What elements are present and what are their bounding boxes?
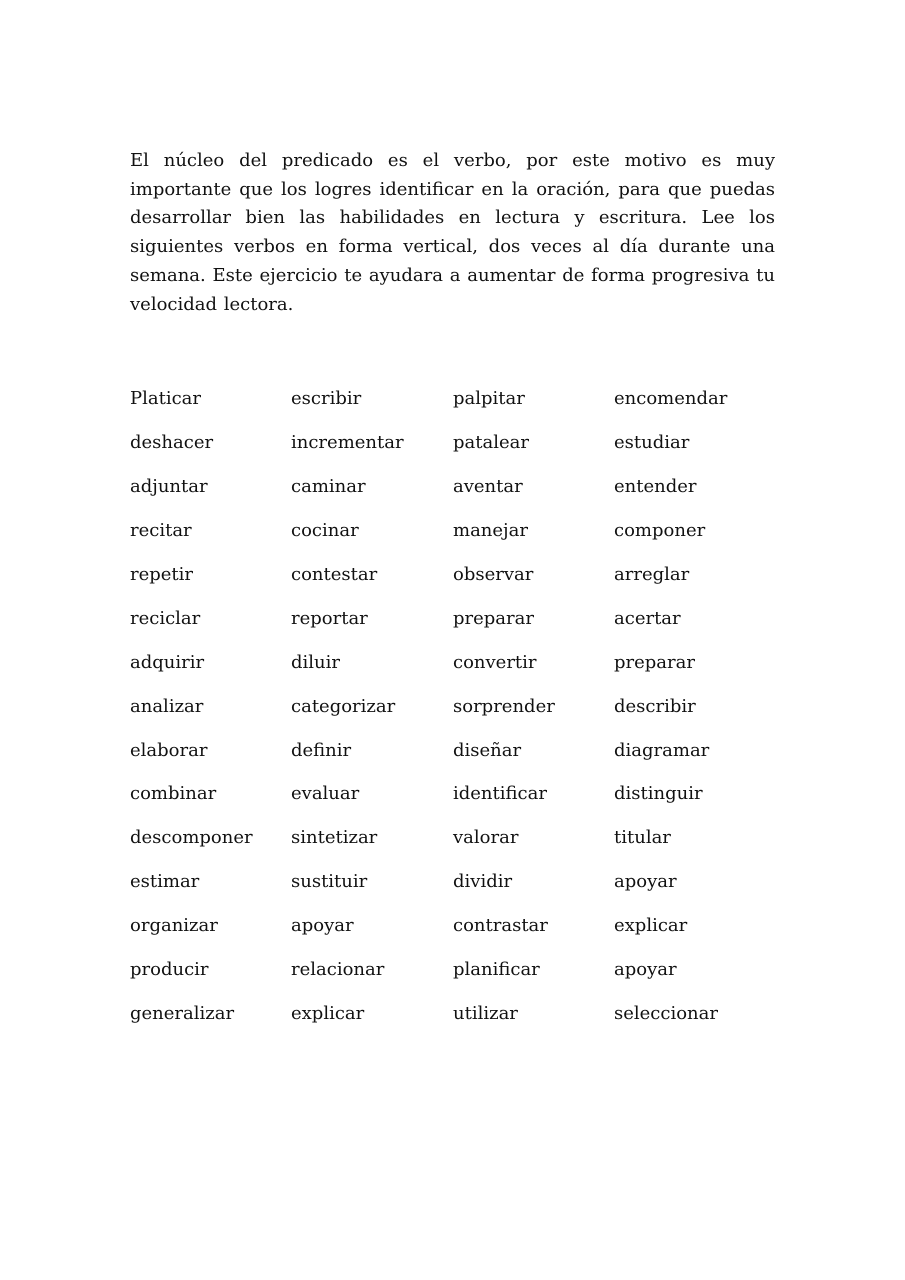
verb-cell: entender xyxy=(614,476,697,498)
verb-cell: adjuntar xyxy=(130,476,208,498)
verb-cell: apoyar xyxy=(291,915,354,937)
verb-cell: preparar xyxy=(453,607,534,629)
verb-cell: incrementar xyxy=(291,432,404,454)
verb-cell: contrastar xyxy=(453,915,548,937)
verb-cell: diseñar xyxy=(453,739,522,761)
verb-cell: titular xyxy=(614,827,671,849)
verb-row xyxy=(130,553,790,597)
verb-cell: diagramar xyxy=(614,739,710,761)
verb-cell: sorprender xyxy=(453,695,555,717)
verb-cell: combinar xyxy=(130,783,217,805)
verb-row xyxy=(130,509,790,553)
verb-row xyxy=(130,991,790,1035)
verb-cell: repetir xyxy=(130,564,194,585)
verb-row xyxy=(130,772,790,816)
verb-cell: generalizar xyxy=(130,1002,235,1024)
verb-cell: sustituir xyxy=(291,871,368,893)
verb-cell: manejar xyxy=(453,520,528,542)
verb-cell: reciclar xyxy=(130,607,201,629)
verb-cell: definir xyxy=(291,739,352,761)
verb-cell: contestar xyxy=(291,564,378,585)
verb-cell: categorizar xyxy=(291,695,396,717)
verb-row xyxy=(130,421,790,465)
verb-row xyxy=(130,948,790,992)
verb-cell: distinguir xyxy=(614,783,703,805)
verb-cell: evaluar xyxy=(291,783,360,805)
verb-cell: estudiar xyxy=(614,432,690,454)
verb-cell: escribir xyxy=(291,388,362,410)
verb-cell: elaborar xyxy=(130,739,208,761)
verb-row xyxy=(130,728,790,772)
verb-cell: relacionar xyxy=(291,959,385,981)
verb-row xyxy=(130,465,790,509)
verb-cell: Platicar xyxy=(130,388,202,410)
verb-cell: identificar xyxy=(453,783,547,805)
verb-cell: patalear xyxy=(453,432,529,454)
verb-table xyxy=(130,377,790,1035)
verb-cell: aventar xyxy=(453,476,523,498)
verb-cell: analizar xyxy=(130,695,204,717)
verb-row xyxy=(130,377,790,421)
verb-cell: organizar xyxy=(130,915,218,937)
verb-cell: producir xyxy=(130,959,209,981)
verb-cell: reportar xyxy=(291,607,368,629)
verb-cell: sintetizar xyxy=(291,827,378,849)
verb-cell: describir xyxy=(614,695,696,717)
verb-row xyxy=(130,904,790,948)
verb-cell: observar xyxy=(453,564,534,585)
verb-cell: cocinar xyxy=(291,520,359,542)
verb-cell: seleccionar xyxy=(614,1002,718,1024)
verb-cell: deshacer xyxy=(130,432,214,454)
verb-cell: descomponer xyxy=(130,827,253,849)
verb-cell: palpitar xyxy=(453,388,525,410)
verb-cell: utilizar xyxy=(453,1002,518,1024)
verb-cell: encomendar xyxy=(614,388,728,410)
verb-cell: diluir xyxy=(291,651,340,673)
verb-row xyxy=(130,596,790,640)
verb-row xyxy=(130,816,790,860)
verb-cell: caminar xyxy=(291,476,366,498)
verb-cell: estimar xyxy=(130,871,200,893)
verb-row xyxy=(130,640,790,684)
verb-cell: valorar xyxy=(453,827,519,849)
verb-cell: dividir xyxy=(453,871,513,893)
verb-cell: arreglar xyxy=(614,564,690,585)
verb-table-body xyxy=(130,377,790,1035)
verb-cell: apoyar xyxy=(614,959,677,981)
verb-cell: planificar xyxy=(453,959,540,981)
verb-cell: componer xyxy=(614,520,706,542)
verb-row xyxy=(130,684,790,728)
verb-cell: acertar xyxy=(614,607,681,629)
verb-cell: convertir xyxy=(453,651,537,673)
verb-cell: apoyar xyxy=(614,871,677,893)
verb-cell: recitar xyxy=(130,520,192,542)
verb-cell: explicar xyxy=(291,1002,365,1024)
intro-paragraph: El núcleo del predicado es el verbo, por este motivo es muy importante que los logres identificar en la oración, para que puedas desarrollar bien las habilidades en lectura y escritura. Lee los siguientes verbos en forma vertical, dos veces al día durante una semana. Este ejercicio te ayudara a aumentar de forma progresiva tu velocidad lectora. xyxy=(130,150,775,315)
verb-cell: preparar xyxy=(614,651,695,673)
verb-row xyxy=(130,860,790,904)
verb-cell: adquirir xyxy=(130,651,205,673)
verb-cell: explicar xyxy=(614,915,688,937)
